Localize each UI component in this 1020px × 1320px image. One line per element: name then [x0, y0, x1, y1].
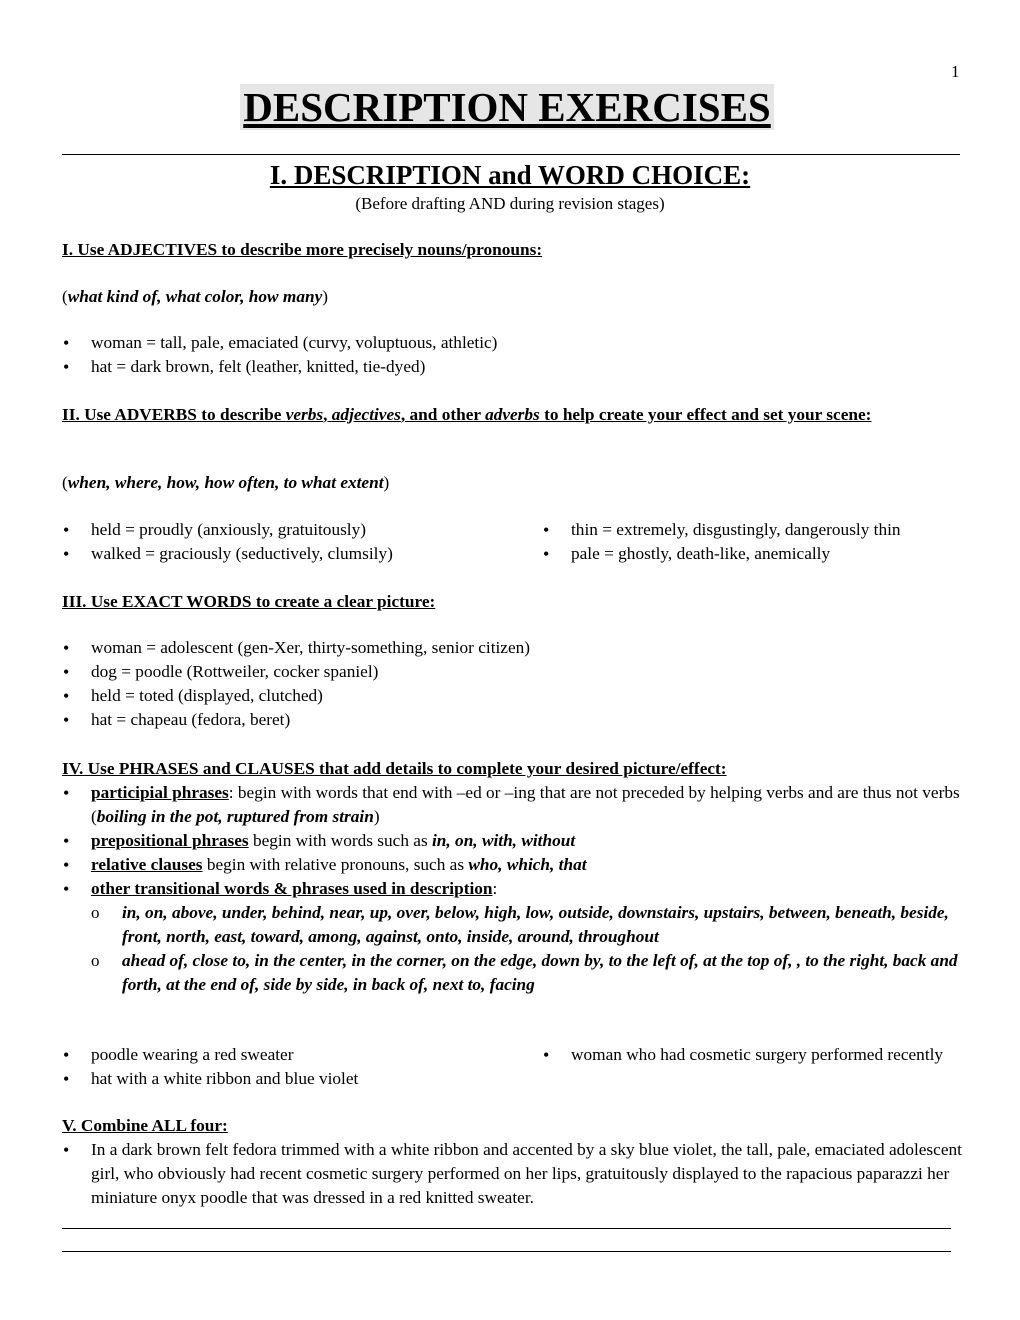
phrases-examples-left — [62, 1043, 522, 1091]
list-item: • woman = tall, pale, emaciated (curvy, voluptuous, athletic) — [62, 331, 962, 355]
adverbs-heading-start: II. Use ADVERBS to describe — [62, 405, 286, 424]
page-number: 1 — [951, 62, 960, 81]
list-item: • walked = graciously (seductively, clumsily) — [62, 542, 522, 566]
list-item — [62, 853, 962, 877]
list-item: • hat = chapeau (fedora, beret) — [62, 708, 962, 732]
page-title-container — [0, 84, 1014, 130]
sub-list-item: o ahead of, close to, in the center, in the corner, on the edge, down by, to the left of, at the top of, , to the right, back and forth, at the end of, side by side, in back of, next to, facing — [91, 949, 962, 997]
list-item: • hat with a white ribbon and blue violet — [62, 1067, 522, 1091]
page-title: DESCRIPTION EXERCISES — [240, 84, 773, 130]
adverbs-heading-verbs: verbs — [285, 405, 324, 424]
adjectives-list — [62, 331, 962, 379]
transitional-term: other transitional words & phrases used in description — [91, 879, 493, 898]
list-item: • woman who had cosmetic surgery performed recently — [542, 1043, 952, 1067]
participial-term: participial phrases — [91, 783, 229, 802]
list-item: • held = toted (displayed, clutched) — [62, 684, 962, 708]
adverbs-hint: (when, where, how, how often, to what extent) — [62, 473, 390, 492]
list-item — [62, 829, 962, 853]
phrases-heading: IV. Use PHRASES and CLAUSES that add details to complete your desired picture/effect: — [62, 759, 727, 778]
answer-line — [62, 1228, 951, 1229]
participial-text: : begin with words that end with –ed or –ing that are not preceded by helping verbs and are thus not verbs ( — [91, 783, 960, 826]
combine-heading: V. Combine ALL four: — [62, 1116, 228, 1135]
answer-line — [62, 1251, 951, 1252]
exact-words-list — [62, 636, 962, 732]
list-item: • hat = dark brown, felt (leather, knitted, tie-dyed) — [62, 355, 962, 379]
phrases-list — [62, 781, 962, 997]
adverbs-heading-end: to help create your effect and set your scene: — [539, 405, 872, 424]
adverbs-heading-mid: , and other — [400, 405, 486, 424]
title-divider — [62, 154, 960, 155]
prepositional-text: begin with words such as — [248, 831, 432, 850]
adverbs-list-right — [542, 518, 982, 566]
adverbs-heading-comma: , — [323, 405, 332, 424]
relative-term: relative clauses — [91, 855, 203, 874]
relative-examples: who, which, that — [468, 855, 587, 874]
section-heading: I. DESCRIPTION and WORD CHOICE: — [269, 160, 751, 190]
adjectives-hint: (what kind of, what color, how many) — [62, 287, 329, 306]
prepositional-examples: in, on, with, without — [432, 831, 576, 850]
sub-list-item: o in, on, above, under, behind, near, up, over, below, high, low, outside, downstairs, upstairs, between, beneath, beside, front, north, east, toward, among, against, onto, inside, around, throughout — [91, 901, 962, 949]
adjectives-hint-text: what kind of, what color, how many — [67, 287, 323, 306]
adverbs-heading-adverbs: adverbs — [485, 405, 540, 424]
transitional-colon: : — [492, 879, 498, 898]
list-item: • dog = poodle (Rottweiler, cocker spaniel) — [62, 660, 962, 684]
list-item: • In a dark brown felt fedora trimmed with a white ribbon and accented by a sky blue violet, the tall, pale, emaciated adolescent girl, who obviously had recent cosmetic surgery performed on her lips, gratuitously displayed to the rapacious paparazzi her miniature onyx poodle that was dressed in a red knitted sweater. — [62, 1138, 962, 1210]
list-item: • thin = extremely, disgustingly, dangerously thin — [542, 518, 982, 542]
section-subtitle: (Before drafting AND during revision stages) — [355, 194, 665, 213]
adverbs-heading — [62, 403, 960, 427]
list-item: • poodle wearing a red sweater — [62, 1043, 522, 1067]
phrases-examples-right — [542, 1043, 952, 1067]
list-item: • pale = ghostly, death-like, anemically — [542, 542, 982, 566]
prepositional-term: prepositional phrases — [91, 831, 249, 850]
combine-list — [62, 1138, 962, 1210]
list-item: • woman = adolescent (gen-Xer, thirty-something, senior citizen) — [62, 636, 962, 660]
participial-close: ) — [373, 807, 380, 826]
participial-examples: boiling in the pot, ruptured from strain — [96, 807, 374, 826]
adverbs-hint-text: when, where, how, how often, to what extent — [67, 473, 384, 492]
adverbs-heading-adjectives: adjectives — [331, 405, 401, 424]
list-item — [62, 781, 962, 829]
list-item: • held = proudly (anxiously, gratuitously) — [62, 518, 522, 542]
adjectives-heading: I. Use ADJECTIVES to describe more precisely nouns/pronouns: — [62, 240, 543, 259]
exact-words-heading: III. Use EXACT WORDS to create a clear picture: — [62, 592, 436, 611]
transitional-sublist — [62, 901, 962, 997]
relative-text: begin with relative pronouns, such as — [202, 855, 469, 874]
list-item — [62, 877, 962, 997]
adverbs-list-left — [62, 518, 522, 566]
